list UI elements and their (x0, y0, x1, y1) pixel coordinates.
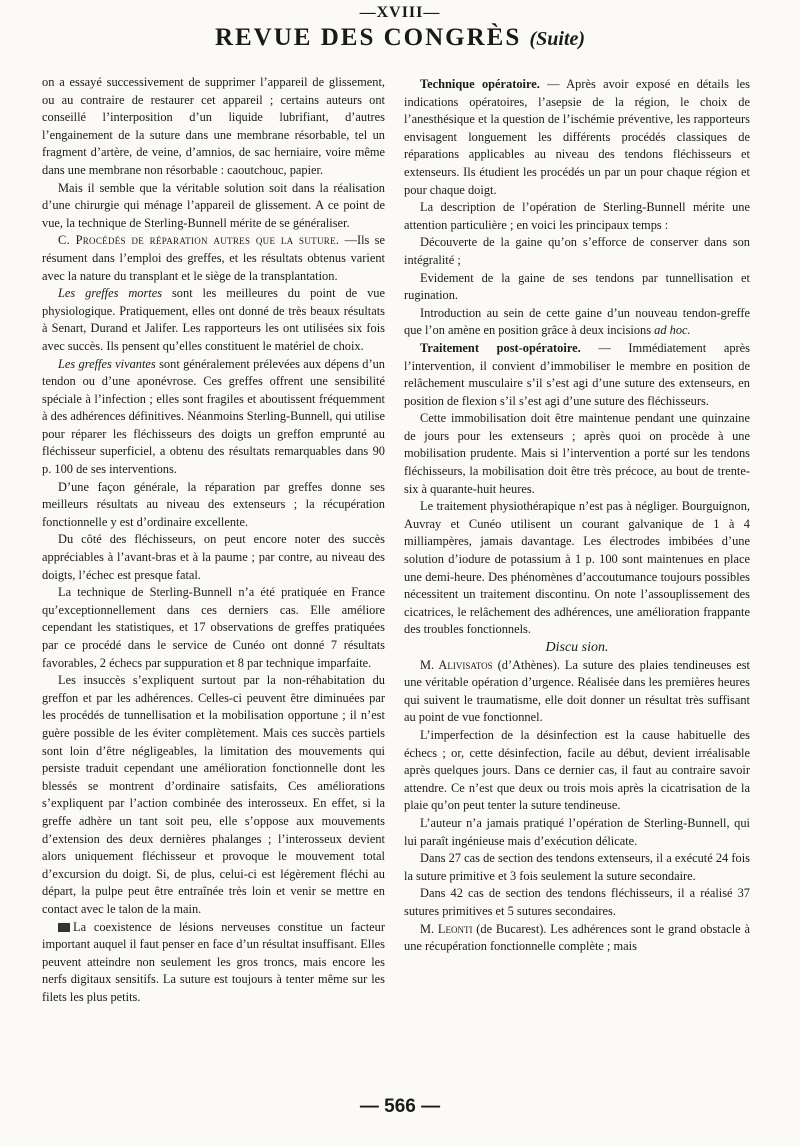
roman-page-numeral: —XVIII— (359, 4, 441, 21)
page-number: — 566 — (359, 1096, 441, 1117)
paragraph (42, 285, 385, 355)
paragraph-text: (d’Athènes). La suture des plaies tendineuses est une véritable opération d’urgence. Réalisée dans les premières heures qui suivent le traumatisme, elle doit donner un résultat très suffisant au point de vue fonctionnel. (404, 657, 750, 725)
paragraph-text: sont les meilleures du point de vue physiologique. Pratiquement, elles ont donné de très beaux résultats à Senart, Durand et Jalifer. Les rapporteurs les ont utilisées six fois avec succès. Ils pensent qu’elles constituent le matériel de choix. (42, 286, 385, 353)
paragraph: Les insuccès s’expliquent surtout par la non-réhabitation du greffon et par les adhérences. Celles-ci peuvent être diminuées par les procédés de tunnellisation et la mobilisation opportune ; il n’est guère possible de les éviter complètement. Mais ces succès partiels sont loin d’être négligeables, la limitation des mouvements qui persiste traduit cependant une amélioration fonctionnelle dont les blessés se montrent d’ordinaire satisfaits, Ces améliorations s’expliquent par l’action combinée des interosseux. En effet, si la greffe adhère un tant soit peu, elle s’oppose aux mouvements d’extension des deux dernières phalanges ; l’interosseux devient alors uniquement fléchisseur et provoque le mouvement total d’excursion du doigt. Si, de plus, celui-ci est légèrement fléchi au départ, la pulpe peut être entraînée très loin et venir se mettre en contact avec le talon de la main. (42, 673, 385, 916)
paragraph-lead: Les greffes mortes (58, 286, 163, 301)
paragraph-text: — Immédiatement après l’intervention, il convient d’immobiliser le membre en position de relâchement musculaire s’il s’est agi d’une suture des extenseurs, en position de flexion s’il s’est agi d’une suture des fléchisseurs. (404, 340, 750, 408)
paragraph: L’imperfection de la désinfection est la cause habituelle des échecs ; or, cette désinfection, facile au début, devient irréalisable après quelques jours. Dans ce dernier cas, il faut au contraire savoir attendre. Ce n’est que deux ou trois mois après la cicatrisation de la plaie qu’on peut tenter la suture tendineuse. (404, 727, 750, 813)
latin-phrase: ad hoc. (654, 323, 691, 338)
paragraph-text: — Après avoir exposé en détails les indications opératoires, l’asepsie de la région, le choix de l’anesthésique et la question de l’ischémie préventive, les rapporteurs envisagent longuement les différents procédés classiques de réparations applicables au niveau des tendons fléchisseurs et extenseurs. Ils étudient les procédés un par un pour chaque région et pour chaque doigt. (404, 77, 750, 197)
paragraph: Du côté des fléchisseurs, on peut encore noter des succès appréciables à l’avant-bras et à la paume ; par contre, au niveau des doigts, l’échec est presque fatal. (42, 532, 385, 582)
paragraph: Le traitement physiothérapique n’est pas à négliger. Bourguignon, Auvray et Cunéo utilisent un courant galvanique de 1 à 4 milliampères, jamais davantage. Les électrodes imbibées d’une solution d’iodure de potassium à 1 p. 100 sont maintenues en place une demi-heure. Des phénomènes d’accoutumance toujours possibles nécessitent un traitement discontinu. On note l’assouplissement des cicatrices, le relâchement des adhérences, une amélioration frappante des troubles fonctionnels. (404, 499, 750, 637)
discussion-heading: Discu sion. (545, 640, 609, 655)
paragraph (42, 356, 385, 479)
paragraph-text: Introduction au sein de cette gaine d’un nouveau tendon-greffe que l’on amène en position grâce à deux incisions (404, 305, 750, 338)
paragraph (404, 305, 750, 340)
left-column (42, 74, 385, 1006)
paragraph (42, 919, 385, 1007)
paragraph (404, 921, 750, 956)
paragraph: La description de l’opération de Sterling-Bunnell mérite une attention particulière ; en voici les principaux temps : (404, 200, 750, 232)
paragraph-text: —Ils se résument dans l’emploi des greffes, et les résultats obtenus varient avec la nature du transplant et le siège de la transplantation. (42, 233, 385, 283)
paragraph: Cette immobilisation doit être maintenue pendant une quinzaine de jours pour les extenseurs ; après quoi on procède à une mobilisation prudente. Mais si l’intervention a porté sur les tendons fléchisseurs, la mobilisation doit être très précoce, au bout de trente-six à quarante-huit heures. (404, 411, 750, 496)
paragraph-text: La coexistence de lésions nerveuses constitue un facteur important auquel il faut penser en face d’un résultat insuffisant. Elles peuvent atteindre non seulement les gros troncs, mais encore les nerfs digitaux sensitifs. La suture est toujours à tenter même sur les filets les plus petits. (42, 919, 385, 1004)
paragraph (42, 232, 385, 285)
paragraph: Dans 42 cas de section des tendons fléchisseurs, il a réalisé 37 sutures primitives et 5 sutures secondaires. (404, 886, 750, 918)
paragraph: La technique de Sterling-Bunnell n’a été pratiquée en France qu’exceptionnellement dans ces derniers cas. Elle améliore cependant les statistiques, et 17 observations de greffes pratiquées par ce procédé dans le service de Cunéo ont donné 7 résultats favorables, 2 échecs par suppuration et 8 par technique imparfaite. (42, 585, 385, 670)
section-heading: Traitement post-opératoire. (420, 340, 581, 355)
margin-mark-icon (58, 923, 70, 932)
paragraph (404, 76, 750, 199)
page-title (0, 24, 800, 52)
section-heading: Technique opératoire. (420, 77, 540, 91)
paragraph-text: (de Bucarest). Les adhérences sont le grand obstacle à une récupération fonctionnelle complète ; mais (404, 921, 750, 954)
speaker-name: M. Alivisatos (420, 657, 493, 672)
paragraph-lead: Les greffes vivantes (58, 356, 156, 371)
paragraph: L’auteur n’a jamais pratiqué l’opération de Sterling-Bunnell, qui lui paraît ingénieuse mais d’exécution délicate. (404, 815, 750, 848)
paragraph (404, 340, 750, 410)
paragraph-text: sont généralement prélevées aux dépens d’un tendon ou d’une aponévrose. Ces greffes offrent une sensibilité spéciale à l’infection ; elles sont fragiles et aboutissent fréquemment à des adhérences définitives. Néanmoins Sterling-Bunnell, qui utilise pour réparer les fléchisseurs des doigts un greffon emprunté au fléchisseur superficiel, a obtenu des résultats remarquables dans 90 p. 100 de ses interventions. (42, 356, 385, 477)
paragraph: Découverte de la gaine qu’on s’efforce de conserver dans son intégralité ; (404, 235, 750, 267)
section-heading: C. Procédés de réparation autres que la suture. (58, 233, 340, 248)
right-column (404, 76, 750, 956)
paragraph: Evidement de la gaine de ses tendons par tunnellisation et rugination. (404, 270, 750, 303)
paragraph (404, 657, 750, 727)
page-title-suffix: (Suite) (529, 28, 586, 50)
speaker-name: M. Leonti (420, 921, 473, 936)
page-title-text: REVUE DES CONGRÈS (214, 24, 522, 51)
paragraph: D’une façon générale, la réparation par greffes donne ses meilleurs résultats au niveau des extenseurs ; la récupération fonctionnelle y est d’ordinaire excellente. (42, 479, 385, 529)
paragraph: Mais il semble que la véritable solution soit dans la réalisation d’une chirurgie qui ménage l’appareil de glissement. A ce point de vue, la technique de Sterling-Bunnell mérite de se généraliser. (42, 180, 385, 230)
paragraph: on a essayé successivement de supprimer l’appareil de glissement, ou au contraire de restaurer cet appareil ; certains auteurs ont conseillé l’interposition d’un liquide lubrifiant, d’autres l’engainement de la suture dans une membrane résorbable, tel un fragment d’artère, de veine, d’amnios, de sac herniaire, voire même dans une membrane non résorbable : caoutchouc, papier. (42, 75, 385, 177)
paragraph: Dans 27 cas de section des tendons extenseurs, il a exécuté 24 fois la suture primitive et 3 fois seulement la suture secondaire. (404, 851, 750, 883)
